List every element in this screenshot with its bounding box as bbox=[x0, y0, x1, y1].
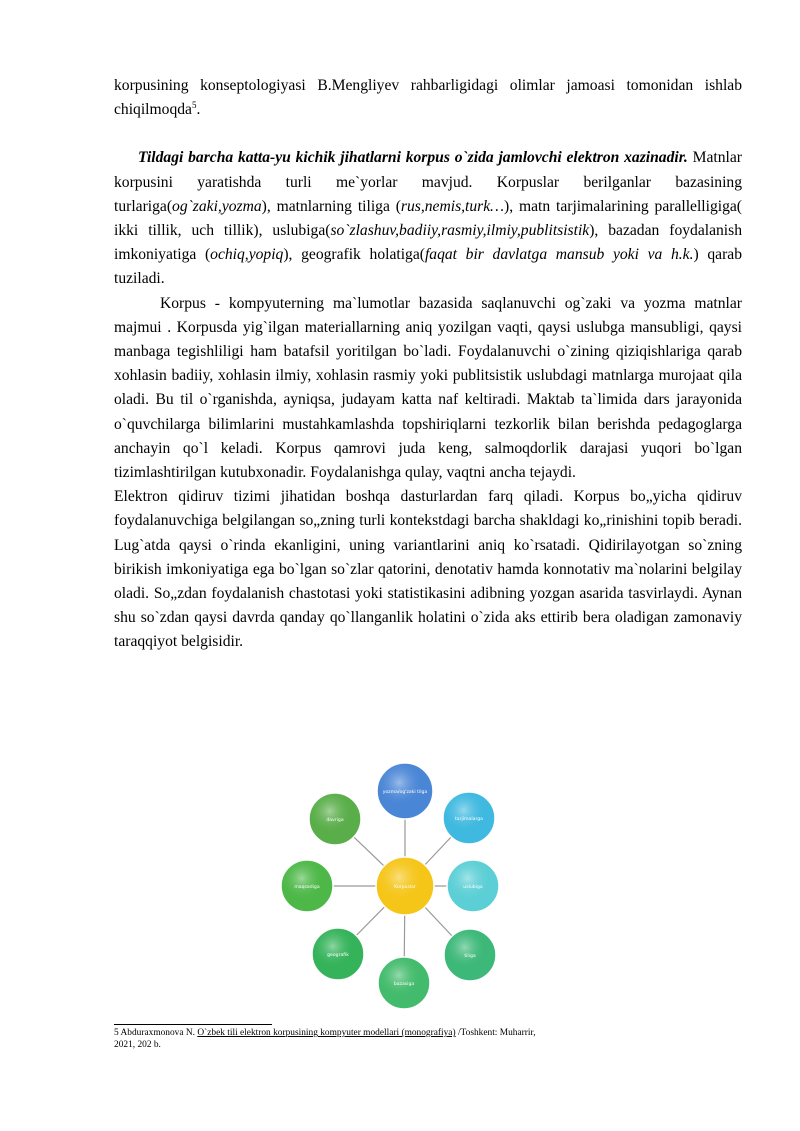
corpus-types-diagram bbox=[274, 761, 504, 1017]
diagram-node-left-label: maqsadiga bbox=[294, 885, 320, 890]
diagram-node-upper-right bbox=[443, 792, 495, 844]
paragraph-search-system: Elektron qidiruv tizimi jihatidan boshqa dasturlardan farq qiladi. Korpus bo„yicha qidiruv foydalanuvchiga belgilangan so„zning turli kontekstdagi barcha shakldagi ko„rinishini topib beradi. Lug`atda qaysi o`rinda ekanligini, uning variantlarini aniq ko`rsatadi. Qidirilayotgan so`zning birikish imkoniyatiga ega bo`lgan so`zlar qatorini, denotativ hamda konnotativ ma`nolarini belgilay oladi. So„zdan foydalanish chastotasi yoki statistikasini adibning yozgan asarida tasvirlaydi. Aynan shu so`zdan qaysi davrda qanday qo`llanganlik holatini o`zida aks ettirib bera oladigan zamonaviy taraqqiyot belgisidir. bbox=[114, 488, 742, 651]
footnote-divider bbox=[114, 1024, 272, 1025]
paragraph-intro: korpusining konseptologiyasi B.Mengliyev rahbarligidagi olimlar jamoasi tomonidan ishlab chiqilmoqda$^5$. bbox=[114, 77, 742, 119]
diagram-node-lower-right bbox=[444, 929, 496, 981]
diagram-node-bottom bbox=[378, 957, 430, 1009]
diagram-node-bottom-label: bazasiga bbox=[393, 982, 415, 987]
footnote-text: 5 Abduraxmonova N. O`zbek tili elektron korpusining kompyuter modellari (monografiya) /Toshkent: Muharrir, 2021, 202 b. bbox=[114, 1028, 536, 1050]
footnote-marker[interactable]: 5 bbox=[191, 100, 197, 111]
diagram-node-top-label: yozma/og'zaki tilga bbox=[382, 790, 428, 795]
diagram-node-upper-left-label: davriga bbox=[326, 818, 344, 823]
diagram-node-top bbox=[377, 763, 433, 819]
section-heading: Tildagi barcha katta-yu kichik jihatlarni korpus o`zida jamlovchi elektron xazinadir. bbox=[138, 149, 688, 167]
page-body bbox=[114, 74, 742, 655]
paragraph-corpus: Korpus - kompyuterning ma`lumotlar bazasida saqlanuvchi og`zaki va yozma matnlar majmui . Korpusda yig`ilgan materiallarning aniq yozilgan vaqti, qaysi uslubga mansubligi, qaysi manbaga tegishliligi ham batafsil yoritilgan bo`ladi. Foydalanuvchi o`zining qiziqishlariga qarab xohlasin badiiy, xohlasin ilmiy, xohlasin rasmiy yoki publitsistik uslubdagi matnlarga murojaat qila oladi. Bu til o`rganishda, ayniqsa, judayam katta naf keltiradi. Maktab ta`limida dars jarayonida o`quvchilarga bilimlarini mustahkamlashda topshiriqlarni tezkorlik bilan berishda pedagoglarga anchayin qo`l keladi. Korpus qamrovi juda keng, salmoqdorlik darajasi yuqori bo`lgan tizimlashtirilgan kutubxonadir. Foydalanishga qulay, vaqtni ancha tejaydi. bbox=[114, 294, 742, 482]
footnote bbox=[114, 1024, 614, 1051]
diagram-node-left bbox=[281, 860, 333, 912]
diagram-center-node bbox=[376, 857, 434, 915]
diagram-node-upper-right-label: tarjimalarga bbox=[455, 817, 483, 822]
diagram-node-right-label: uslubiga bbox=[463, 885, 483, 890]
footnote-source-link[interactable]: O`zbek tili elektron korpusining kompyuter modellari (monografiya) bbox=[197, 1028, 456, 1038]
diagram-node-lower-right-label: tiliga bbox=[464, 954, 476, 959]
diagram-node-lower-left bbox=[312, 928, 364, 980]
diagram-node-upper-left bbox=[309, 793, 361, 845]
diagram-center-node-label: Korpuslar bbox=[394, 885, 416, 890]
paragraph-definition: Tildagi barcha katta-yu kichik jihatlarni korpus o`zida jamlovchi elektron xazinadir. Matnlar korpusini yaratishda turli me`yorlar mavjud. Korpuslar berilganlar bazasining turlariga(og`zaki,yozma), matnlarning tiliga (rus,nemis,turk…), matn tarjimalarining parallelligiga( ikki tillik, uch tillik), uslubiga(so`zlashuv,badiiy,rasmiy,ilmiy,publitsistik), bazadan foydalanish imkoniyatiga (ochiq,yopiq), geografik holatiga(faqat bir davlatga mansub yoki va h.k.) qarab tuziladi. bbox=[114, 149, 743, 288]
diagram-node-right bbox=[447, 860, 499, 912]
diagram-node-lower-left-label: geografik bbox=[327, 953, 349, 958]
